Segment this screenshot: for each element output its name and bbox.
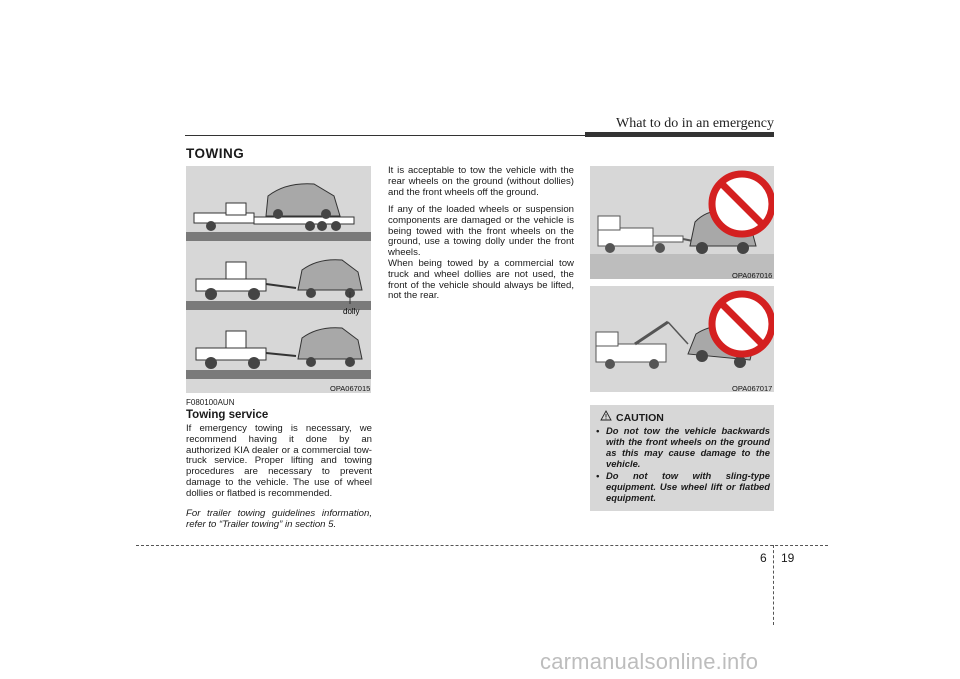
page-number: 19 <box>781 551 795 565</box>
figure-caption-right-bottom: OPA067017 <box>732 384 773 393</box>
figure-caption-left: OPA067015 <box>330 384 371 393</box>
header-rule-thin <box>185 135 585 136</box>
section-code: F080100AUN <box>186 398 235 407</box>
caution-item: • Do not tow the vehicle backwards with the front wheels on the ground as this may cause damage to the vehicle. <box>596 425 770 469</box>
warning-triangle-icon <box>600 410 612 421</box>
running-header: What to do in an emergency <box>616 116 774 131</box>
towing-service-paragraph: If emergency towing is necessary, we recommend having it done by an authorized KIA dealer or a commercial tow-truck service. Proper lifting and towing procedures are necessary to prevent damage to the vehicle. The use of wheel dollies or flatbed is recommended. <box>186 423 372 499</box>
figure-prohibited-sling <box>590 284 774 392</box>
watermark: carmanualsonline.info <box>540 649 759 674</box>
paragraph-rear-wheels: It is acceptable to tow the vehicle with the rear wheels on the ground (without dollies) and the front wheels off the ground. <box>388 165 574 198</box>
footer-divider <box>136 545 828 546</box>
caution-title: CAUTION <box>616 412 664 424</box>
caution-list <box>596 425 770 504</box>
figure-towing-methods <box>186 166 371 393</box>
figure-caption-right-top: OPA067016 <box>732 271 773 280</box>
subsection-title: Towing service <box>186 409 269 421</box>
header-rule-thick <box>585 132 774 137</box>
prohibited-tow-illustration-2 <box>590 284 774 392</box>
dolly-label: dolly <box>343 307 360 316</box>
towing-methods-illustration <box>186 166 371 393</box>
trailer-reference-note: For trailer towing guidelines information, refer to “Trailer towing” in section 5. <box>186 508 372 530</box>
paragraph-commercial-tow: When being towed by a commercial tow truck and wheel dollies are not used, the front of the vehicle should always be lifted, not the rear. <box>388 258 574 302</box>
footer-vertical-divider <box>773 545 774 625</box>
prohibited-tow-illustration-1 <box>590 166 774 279</box>
section-title: TOWING <box>186 146 245 161</box>
chapter-number: 6 <box>760 551 767 565</box>
paragraph-towing-dolly: If any of the loaded wheels or suspension components are damaged or the vehicle is being towed with the front wheels on the ground, use a towing dolly under the front wheels. <box>388 204 574 259</box>
caution-item: • Do not tow with sling-type equipment. Use wheel lift or flatbed equipment. <box>596 470 770 503</box>
figure-prohibited-flatbed-backward <box>590 166 774 279</box>
